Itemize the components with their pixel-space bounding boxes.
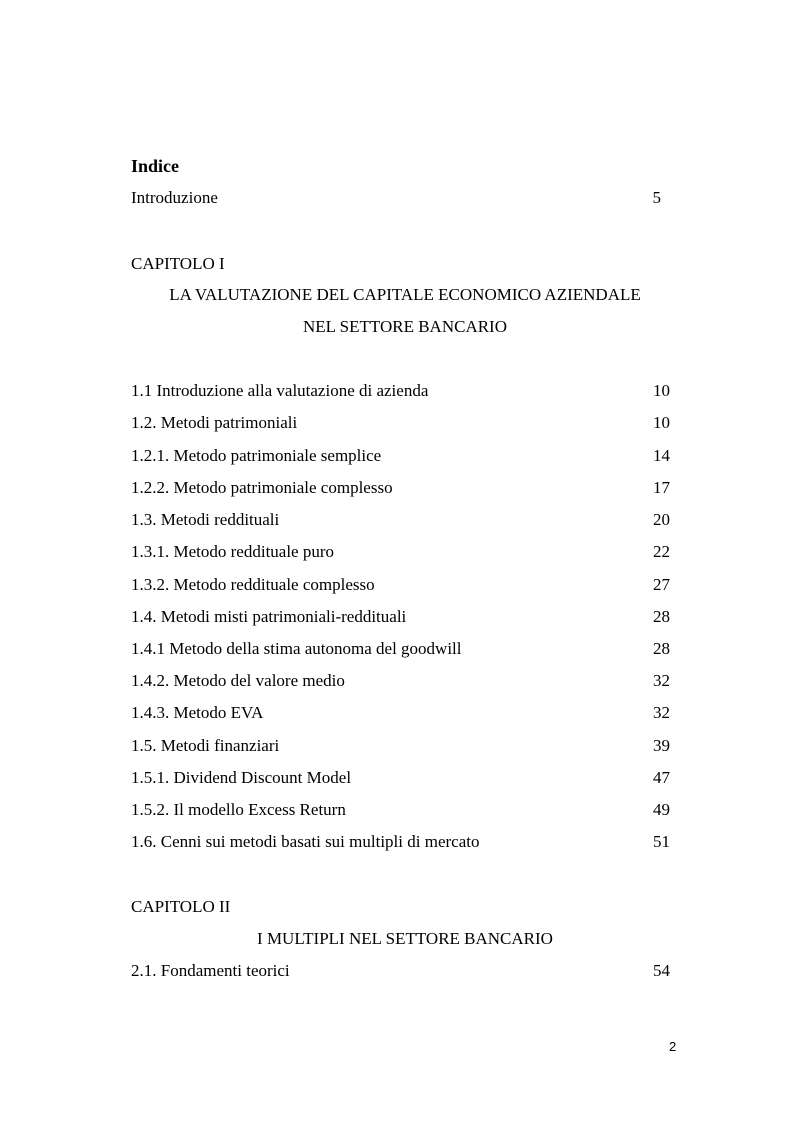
toc-entry-label: 1.4.3. Metodo EVA	[131, 703, 264, 722]
toc-entry	[131, 831, 670, 853]
toc-entry-label: 1.5. Metodi finanziari	[131, 736, 280, 755]
chapter-1-title-line-2: NEL SETTORE BANCARIO	[303, 317, 507, 336]
toc-entry-label: 1.5.1. Dividend Discount Model	[131, 768, 352, 787]
toc-entry	[131, 638, 670, 660]
toc-entry-page: 5	[652, 188, 661, 207]
toc-entry-page: 27	[653, 575, 670, 594]
toc-entry-label: 1.4.1 Metodo della stima autonoma del goodwill	[131, 639, 462, 658]
toc-entry-page: 28	[653, 607, 670, 626]
toc-entry-page: 54	[653, 961, 670, 980]
toc-entry-page: 32	[653, 703, 670, 722]
index-heading: Indice	[131, 156, 180, 176]
toc-entry	[131, 574, 670, 596]
toc-entry-label: 1.2.2. Metodo patrimoniale complesso	[131, 478, 393, 497]
toc-entry-page: 22	[653, 542, 670, 561]
toc-entry	[131, 606, 670, 628]
toc-entry	[131, 735, 670, 757]
page-number: 2	[669, 1039, 677, 1054]
toc-entry-label: 1.5.2. Il modello Excess Return	[131, 800, 346, 819]
toc-entry	[131, 541, 670, 563]
toc-entry-label: 1.6. Cenni sui metodi basati sui multipli di mercato	[131, 832, 480, 851]
toc-entry	[131, 445, 670, 467]
toc-entry-page: 47	[653, 768, 670, 787]
toc-entry	[131, 670, 670, 692]
toc-entry-page: 51	[653, 832, 670, 851]
toc-entry-page: 32	[653, 671, 670, 690]
toc-entry	[131, 767, 670, 789]
toc-entry-page: 20	[653, 510, 670, 529]
toc-entry-page: 49	[653, 800, 670, 819]
toc-entry-label: 2.1. Fondamenti teorici	[131, 961, 290, 980]
chapter-1-label: CAPITOLO I	[131, 254, 225, 273]
toc-entry-label: 1.4. Metodi misti patrimoniali-reddituali	[131, 607, 407, 626]
chapter-2-label: CAPITOLO II	[131, 897, 231, 916]
toc-entry-page: 17	[653, 478, 670, 497]
toc-entry-label: 1.3.1. Metodo reddituale puro	[131, 542, 335, 561]
toc-entry-page: 28	[653, 639, 670, 658]
toc-entry	[131, 799, 670, 821]
toc-entry-page: 14	[653, 446, 670, 465]
toc-entry-label: 1.2. Metodi patrimoniali	[131, 413, 298, 432]
toc-entry	[131, 477, 670, 499]
chapter-1-title-line-1: LA VALUTAZIONE DEL CAPITALE ECONOMICO AZIENDALE	[169, 285, 641, 304]
toc-entry-page: 39	[653, 736, 670, 755]
toc-entry-label: 1.3. Metodi reddituali	[131, 510, 280, 529]
toc-entry-label: Introduzione	[131, 188, 218, 207]
toc-entry-page: 10	[653, 413, 670, 432]
toc-entry	[131, 960, 670, 982]
toc-entry	[131, 509, 670, 531]
toc-entry	[131, 702, 670, 724]
toc-entry-label: 1.2.1. Metodo patrimoniale semplice	[131, 446, 382, 465]
toc-entry-label: 1.1 Introduzione alla valutazione di azienda	[131, 381, 429, 400]
toc-entry-label: 1.3.2. Metodo reddituale complesso	[131, 575, 375, 594]
chapter-2-title: I MULTIPLI NEL SETTORE BANCARIO	[257, 929, 553, 948]
toc-entry	[131, 412, 670, 434]
toc-entry-label: 1.4.2. Metodo del valore medio	[131, 671, 345, 690]
toc-entry	[131, 380, 670, 402]
toc-entry-page: 10	[653, 381, 670, 400]
toc-entry-introduction	[131, 187, 661, 209]
